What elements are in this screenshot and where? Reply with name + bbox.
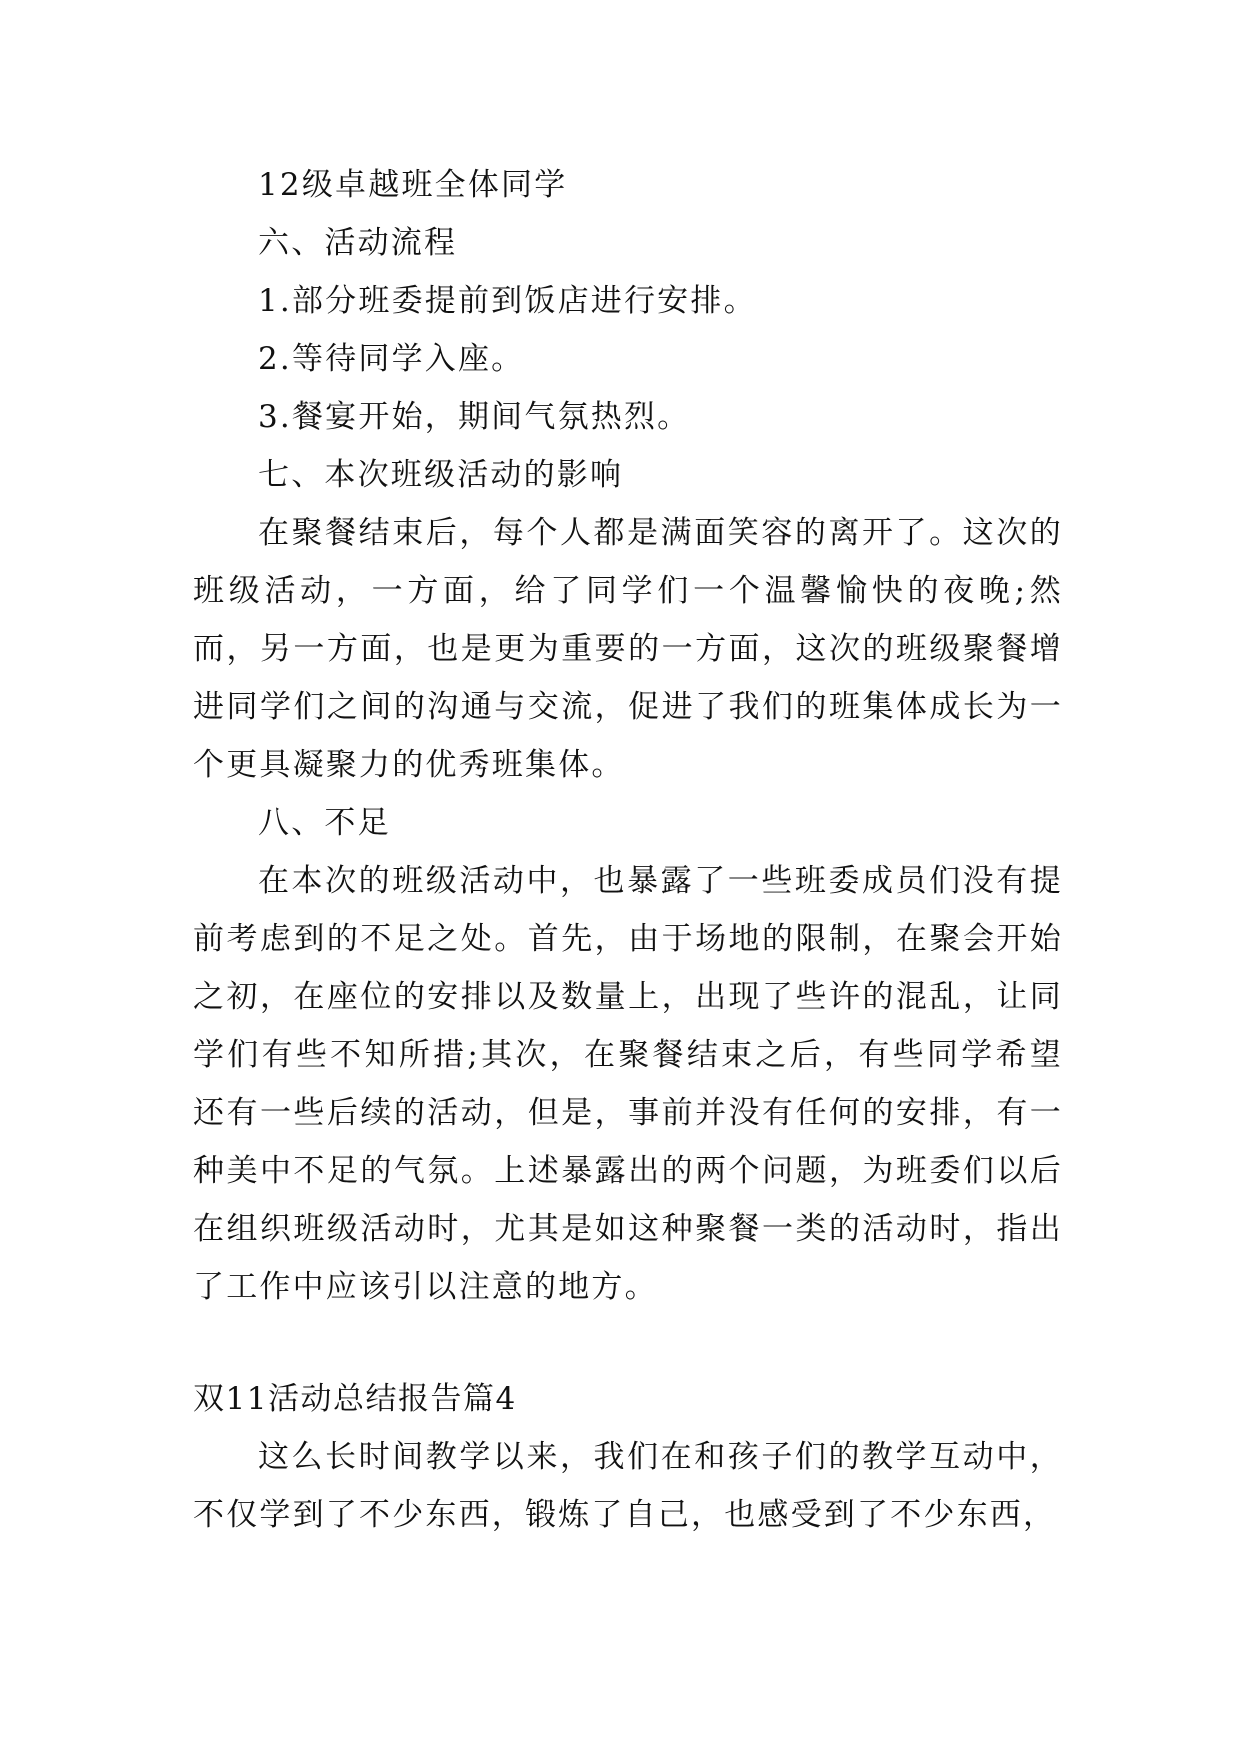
section-heading-shortcoming: 八、不足 bbox=[258, 805, 391, 841]
flow-step-3: 3.餐宴开始，期间气氛热烈。 bbox=[258, 399, 691, 435]
section-heading-impact: 七、本次班级活动的影响 bbox=[258, 457, 624, 493]
paragraph-impact: 在聚餐结束后，每个人都是满面笑容的离开了。这次的班级活动，一方面，给了同学们一个温馨愉快的夜晚;然而，另一方面，也是更为重要的一方面，这次的班级聚餐增进同学们之间的沟通与交流，促进了我们的班集体成长为一个更具凝聚力的优秀班集体。 bbox=[193, 515, 1063, 783]
paragraph-article-intro: 这么长时间教学以来，我们在和孩子们的教学互动中，不仅学到了不少东西，锻炼了自己，也感受到了不少东西， bbox=[193, 1439, 1063, 1533]
flow-step-2: 2.等待同学入座。 bbox=[258, 341, 525, 377]
participants-line: 12级卓越班全体同学 bbox=[258, 167, 568, 203]
article-title: 双11活动总结报告篇4 bbox=[193, 1381, 517, 1417]
section-heading-activity-flow: 六、活动流程 bbox=[258, 225, 458, 261]
flow-step-1: 1.部分班委提前到饭店进行安排。 bbox=[258, 283, 757, 319]
paragraph-shortcoming: 在本次的班级活动中，也暴露了一些班委成员们没有提前考虑到的不足之处。首先，由于场地的限制，在聚会开始之初，在座位的安排以及数量上，出现了些许的混乱，让同学们有些不知所措;其次，在聚餐结束之后，有些同学希望还有一些后续的活动，但是，事前并没有任何的安排，有一种美中不足的气氛。上述暴露出的两个问题，为班委们以后在组织班级活动时，尤其是如这种聚餐一类的活动时，指出了工作中应该引以注意的地方。 bbox=[193, 863, 1063, 1305]
